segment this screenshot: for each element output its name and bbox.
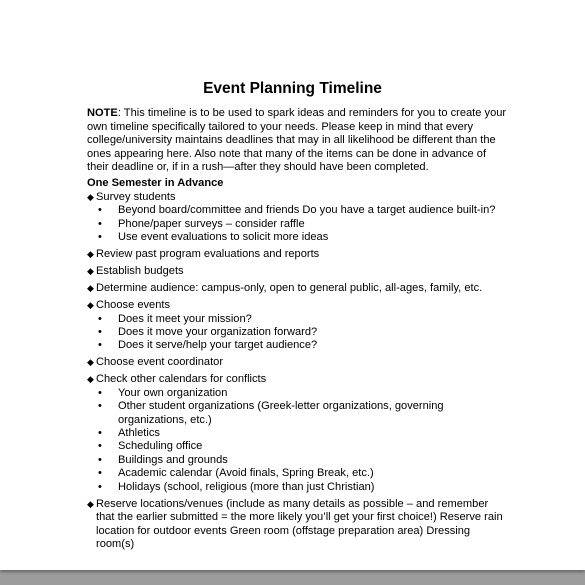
timeline-item-label: Determine audience: campus-only, open to general public, all-ages, family, etc. [96,282,483,295]
diamond-bullet-icon: ◆ [87,357,94,368]
sub-list [87,387,507,494]
round-bullet-icon: • [98,339,102,352]
timeline-item-label: Choose event coordinator [96,356,224,369]
note-paragraph [87,107,507,175]
timeline-item-label: Reserve locations/venues (include as many details as possible – and remember that the earlier submitted = the more likely you’ll get your first choice!) Reserve rain location for outdoor events Green room (offstage preparation area) Dressing room(s) [96,497,503,550]
sub-list-item-label: Use event evaluations to solicit more ideas [118,231,329,244]
timeline-item-label: Survey students [96,191,176,203]
timeline-item [87,248,507,261]
sub-list-item [98,400,507,427]
timeline-item-row [87,299,507,312]
sub-list [87,313,507,353]
sub-list-item [98,231,507,244]
document-title: Event Planning Timeline [203,80,382,97]
sub-list-item [98,218,507,231]
round-bullet-icon: • [98,427,102,440]
diamond-bullet-icon: ◆ [87,498,94,509]
sub-list-item-label: Athletics [118,427,160,440]
sub-list-item [98,481,507,494]
timeline-item-label: Review past program evaluations and reports [96,248,320,261]
diamond-bullet-icon: ◆ [87,300,94,311]
timeline-item-row [87,282,507,295]
section-heading: One Semester in Advance [87,177,224,189]
sub-list-item [98,339,507,352]
timeline-item-row [87,373,507,386]
sub-list-item-label: Holidays (school, religious (more than just Christian) [118,480,375,493]
sub-list-item [98,326,507,339]
timeline-item-row [87,356,507,369]
sub-list-item [98,440,507,453]
sub-list-item-label: Other student organizations (Greek-letter organizations, governing organizations, etc.) [118,400,444,426]
round-bullet-icon: • [98,467,102,480]
sub-list-item [98,427,507,440]
sub-list-item-label: Beyond board/committee and friends Do you have a target audience built-in? [118,204,496,217]
round-bullet-icon: • [98,400,102,413]
round-bullet-icon: • [98,217,102,230]
sub-list-item-label: Does it meet your mission? [118,312,252,325]
timeline-item-row [87,265,507,278]
timeline-list [87,191,507,555]
round-bullet-icon: • [98,440,102,453]
note-text: : This timeline is to be used to spark ideas and reminders for you to create your own timeline specifically tailored to your needs. Please keep in mind that every college/university maintains deadlines that may in all likelihood be different than the ones appearing here. Also note that many of the items can be done in advance of their deadline or, if in a rush—after they should have been completed. [87,107,507,174]
round-bullet-icon: • [98,204,102,217]
timeline-item [87,356,507,369]
timeline-item [87,373,507,494]
sub-list-item [98,454,507,467]
note-label: NOTE [87,107,118,119]
timeline-item-row [87,248,507,261]
round-bullet-icon: • [98,231,102,244]
timeline-item-row [87,498,507,552]
sub-list-item-label: Phone/paper surveys – consider raffle [118,217,305,230]
sub-list-item [98,204,507,217]
diamond-bullet-icon: ◆ [87,192,94,202]
timeline-item-label: Choose events [96,299,171,312]
round-bullet-icon: • [98,453,102,466]
timeline-item-label: Establish budgets [96,265,184,278]
round-bullet-icon: • [98,312,102,325]
timeline-item [87,498,507,552]
sub-list-item-label: Your own organization [118,386,228,399]
diamond-bullet-icon: ◆ [87,374,94,385]
round-bullet-icon: • [98,386,102,399]
sub-list-item-label: Does it move your organization forward? [118,326,318,339]
sub-list-item [98,467,507,480]
round-bullet-icon: • [98,480,102,493]
timeline-item [87,282,507,295]
timeline-item [87,191,507,245]
sub-list-item-label: Academic calendar (Avoid finals, Spring Break, etc.) [118,467,374,480]
sub-list-item-label: Scheduling office [118,440,203,453]
sub-list-item [98,313,507,326]
diamond-bullet-icon: ◆ [87,266,94,277]
sub-list-item [98,387,507,400]
timeline-item [87,265,507,278]
diamond-bullet-icon: ◆ [87,249,94,260]
sub-list-item-label: Does it serve/help your target audience? [118,339,318,352]
timeline-item-label: Check other calendars for conflicts [96,373,267,386]
sub-list [87,204,507,244]
timeline-item-row [87,191,507,204]
diamond-bullet-icon: ◆ [87,283,94,294]
timeline-item [87,299,507,353]
round-bullet-icon: • [98,326,102,339]
sub-list-item-label: Buildings and grounds [118,453,228,466]
